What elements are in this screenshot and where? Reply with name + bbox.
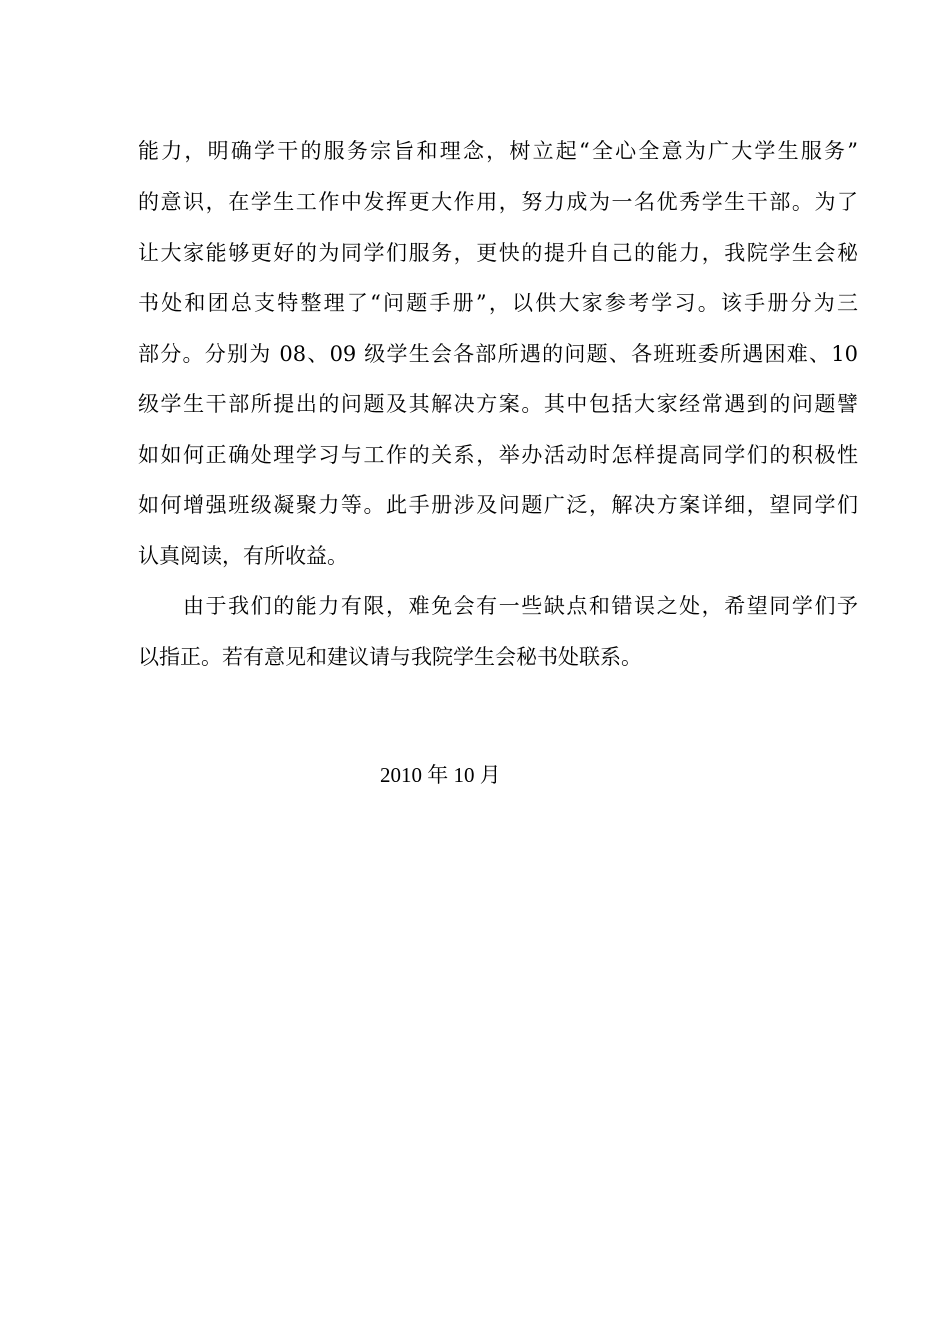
paragraph-1-line-7: 如如何正确处理学习与工作的关系，举办活动时怎样提高同学们的积极性 (138, 443, 858, 467)
paragraph-1-line-3: 让大家能够更好的为同学们服务，更快的提升自己的能力，我院学生会秘 (138, 241, 858, 265)
paragraph-1-line-9: 认真阅读，有所收益。 (138, 544, 348, 568)
paragraph-1-line-6: 级学生干部所提出的问题及其解决方案。其中包括大家经常遇到的问题譬 (138, 392, 858, 416)
paragraph-1-line-2: 的意识，在学生工作中发挥更大作用，努力成为一名优秀学生干部。为了 (138, 190, 858, 214)
paragraph-1-line-1: 能力，明确学干的服务宗旨和理念，树立起“全心全意为广大学生服务” (138, 139, 858, 163)
paragraph-1-line-8: 如何增强班级凝聚力等。此手册涉及问题广泛，解决方案详细，望同学们 (138, 493, 858, 517)
paragraph-1-line-4: 书处和团总支特整理了“问题手册”，以供大家参考学习。该手册分为三 (138, 291, 858, 315)
paragraph-2-line-2: 以指正。若有意见和建议请与我院学生会秘书处联系。 (138, 645, 642, 669)
paragraph-2-line-1: 由于我们的能力有限，难免会有一些缺点和错误之处，希望同学们予 (183, 594, 858, 618)
paragraph-1-line-5: 部分。分别为 08、09 级学生会各部所遇的问题、各班班委所遇困难、10 (138, 342, 858, 366)
document-date: 2010 年 10 月 (380, 763, 501, 787)
